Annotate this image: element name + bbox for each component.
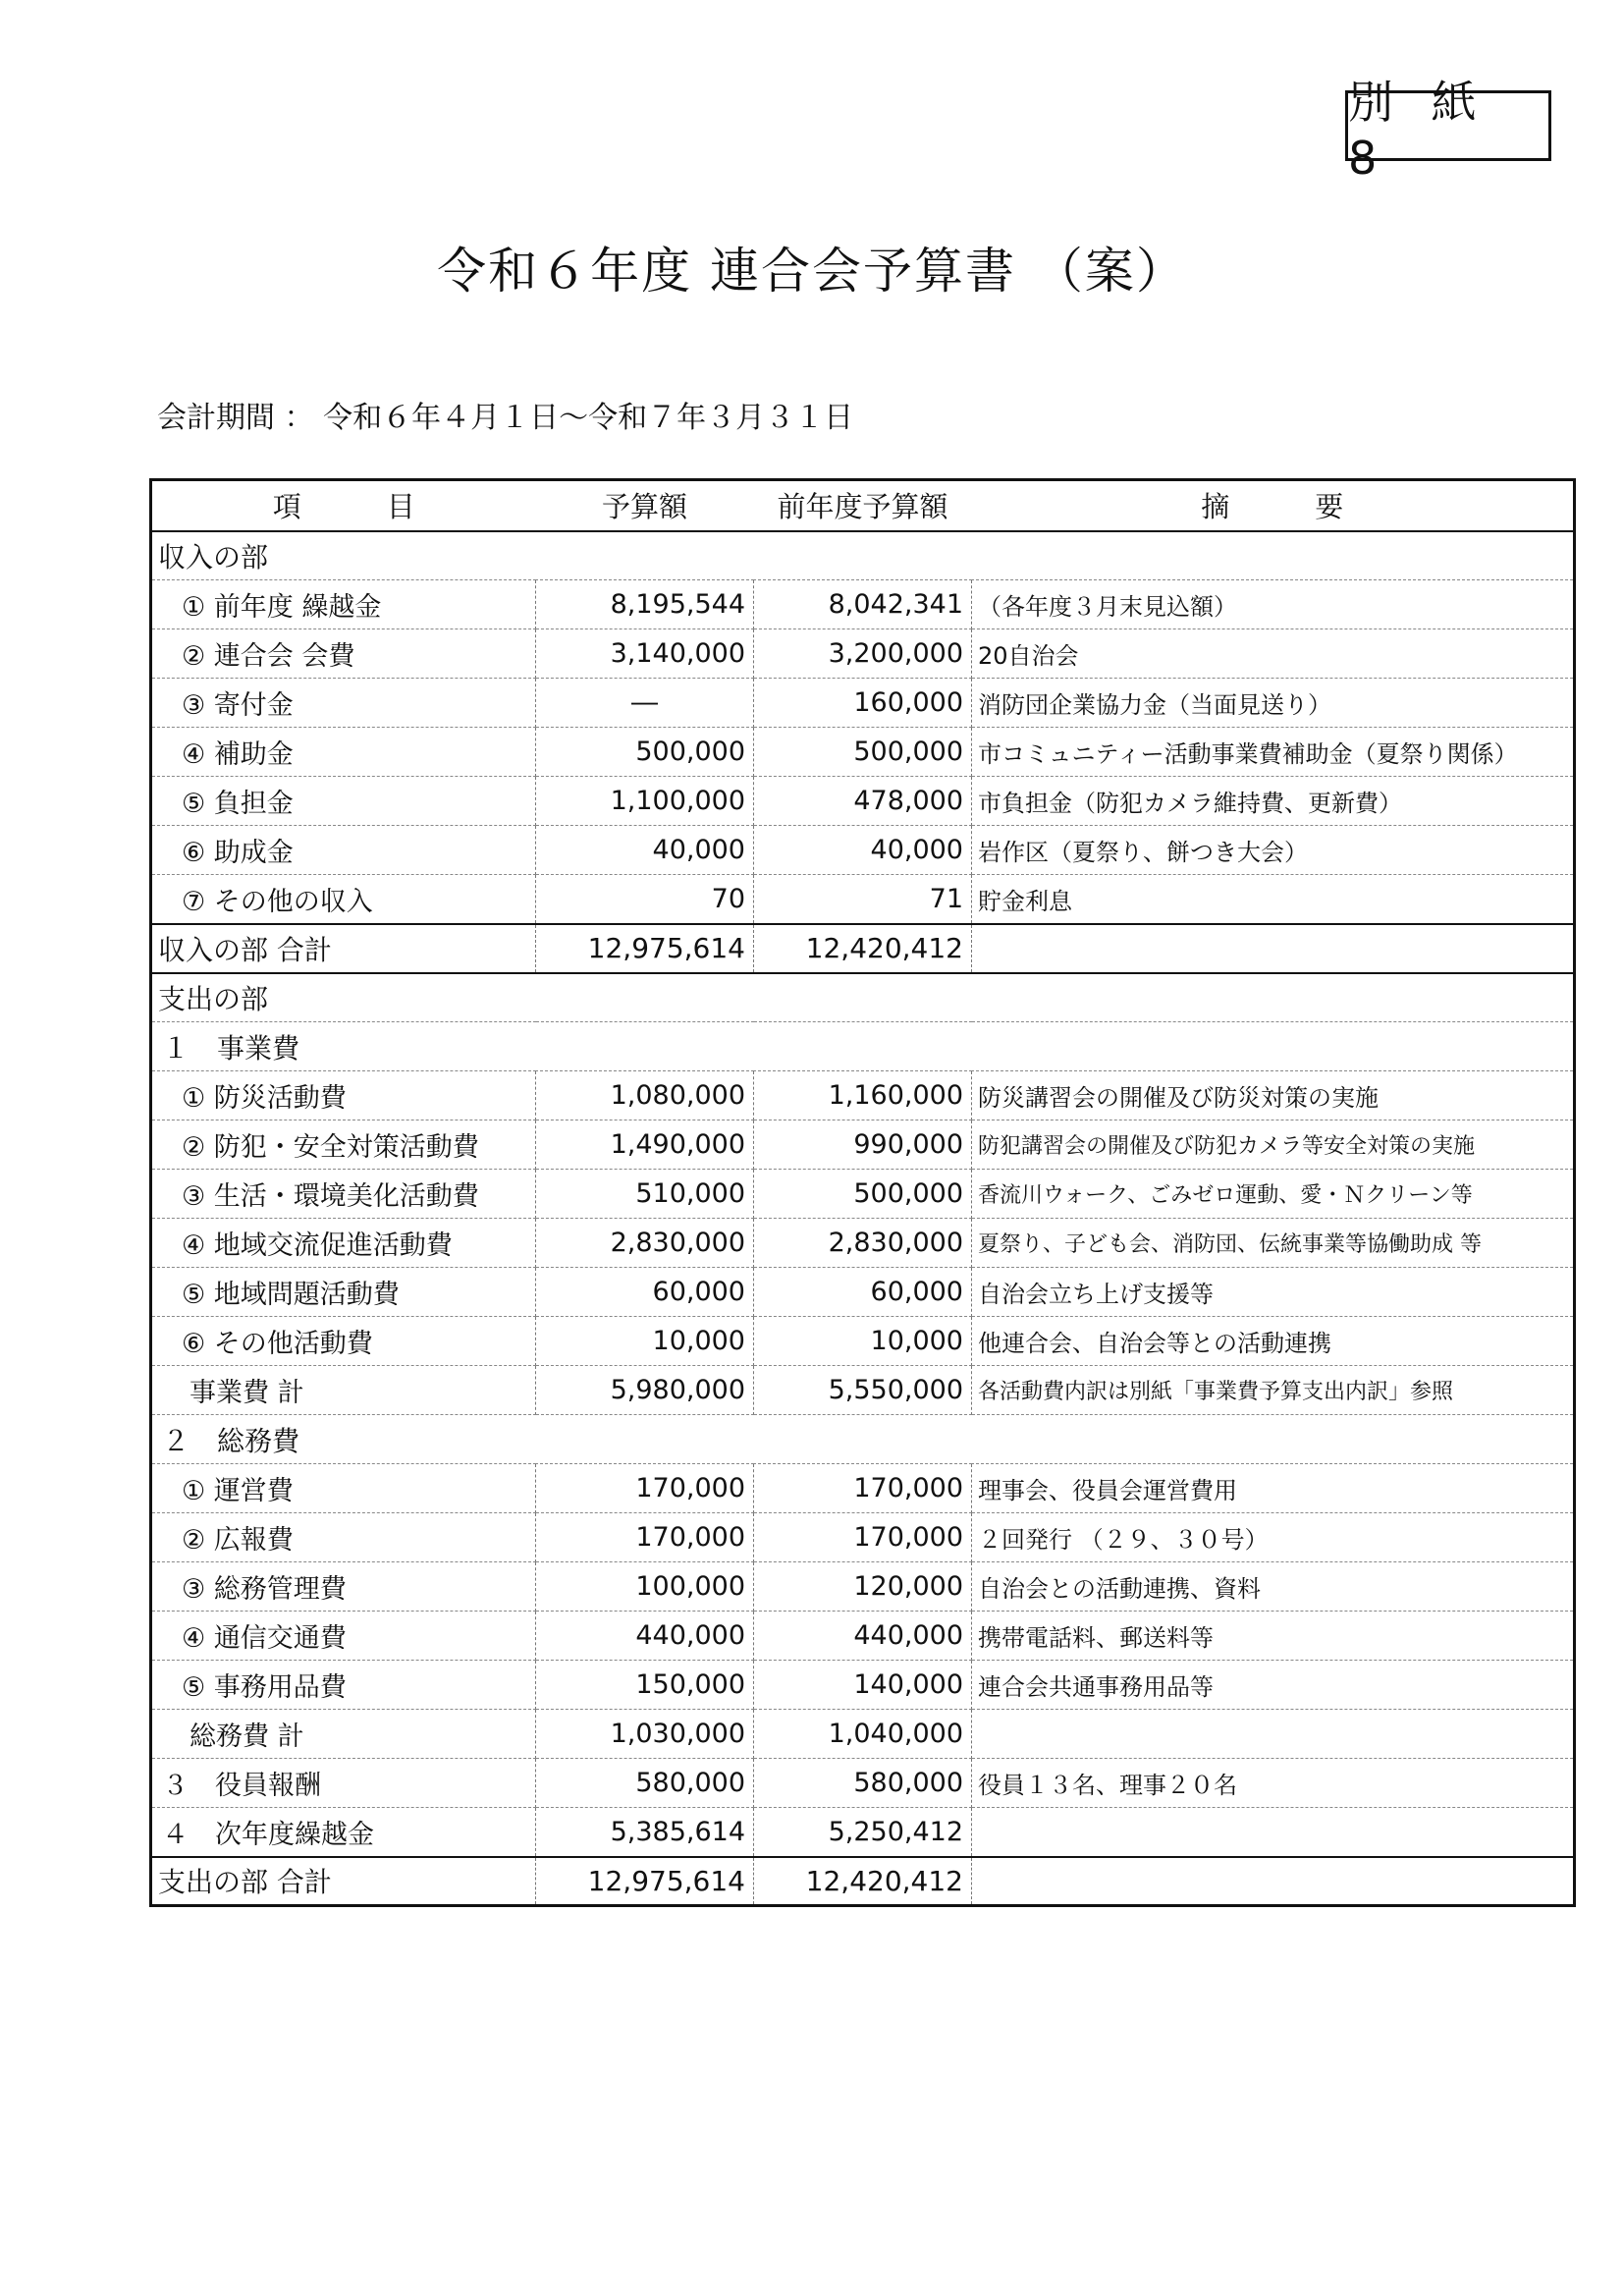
row-prev: 160,000 [754,679,972,728]
group-note [972,1808,1575,1857]
row-note: 防犯講習会の開催及び防犯カメラ等安全対策の実施 [972,1120,1575,1170]
table-row [151,1513,1575,1562]
section-label: 収入の部 [151,531,1575,580]
group-prev: 5,250,412 [754,1808,972,1857]
row-label: ⑥ 助成金 [151,826,536,875]
row-note: 自治会立ち上げ支援等 [972,1268,1575,1317]
subtotal-prev: 1,040,000 [754,1710,972,1759]
accounting-period: 会計期間 ： 令和６年４月１日～令和７年３月３１日 [157,401,854,435]
group-budget: 5,385,614 [536,1808,754,1857]
row-budget: 170,000 [536,1513,754,1562]
row-prev: 478,000 [754,777,972,826]
row-note: 市負担金（防犯カメラ維持費、更新費） [972,777,1575,826]
group-header-row [151,1022,1575,1071]
subtotal-budget: 5,980,000 [536,1366,754,1415]
row-note: 連合会共通事務用品等 [972,1661,1575,1710]
appendix-stamp: 別 紙 8 [1345,90,1551,161]
row-label: ③ 生活・環境美化活動費 [151,1170,536,1219]
table-row [151,1170,1575,1219]
expense-total-row [151,1857,1575,1906]
row-budget: 440,000 [536,1612,754,1661]
row-budget: 150,000 [536,1661,754,1710]
row-prev: 440,000 [754,1612,972,1661]
group-budget: 580,000 [536,1759,754,1808]
row-label: ③ 総務管理費 [151,1562,536,1612]
table-row [151,1562,1575,1612]
row-label: ④ 補助金 [151,728,536,777]
row-note: 理事会、役員会運営費用 [972,1464,1575,1513]
table-row [151,629,1575,679]
total-budget: 12,975,614 [536,924,754,973]
group-label: ３ 役員報酬 [151,1759,536,1808]
page-title: 令和６年度 連合会予算書 （案） [437,243,1187,300]
income-total-row [151,924,1575,973]
row-label: ⑥ その他活動費 [151,1317,536,1366]
row-prev: 1,160,000 [754,1071,972,1120]
group-row [151,1808,1575,1857]
row-note: 自治会との活動連携、資料 [972,1562,1575,1612]
row-label: ⑦ その他の収入 [151,875,536,924]
row-label: ① 運営費 [151,1464,536,1513]
column-header-note: 摘 要 [972,480,1575,531]
row-prev: 170,000 [754,1513,972,1562]
table-row [151,1120,1575,1170]
total-note [972,924,1575,973]
table-row [151,826,1575,875]
row-label: ④ 通信交通費 [151,1612,536,1661]
row-note: 貯金利息 [972,875,1575,924]
row-note: 市コミュニティー活動事業費補助金（夏祭り関係） [972,728,1575,777]
row-prev: 10,000 [754,1317,972,1366]
row-label: ② 連合会 会費 [151,629,536,679]
table-row [151,679,1575,728]
total-label: 支出の部 合計 [151,1857,536,1906]
row-budget: 3,140,000 [536,629,754,679]
row-prev: 500,000 [754,1170,972,1219]
row-budget: 60,000 [536,1268,754,1317]
row-prev: 120,000 [754,1562,972,1612]
row-note: 携帯電話料、郵送料等 [972,1612,1575,1661]
group-label: ４ 次年度繰越金 [151,1808,536,1857]
subtotal-row [151,1710,1575,1759]
row-note: ２回発行 （２９、３０号） [972,1513,1575,1562]
row-budget: 10,000 [536,1317,754,1366]
row-budget: 1,100,000 [536,777,754,826]
row-budget: 8,195,544 [536,580,754,629]
row-prev: 990,000 [754,1120,972,1170]
row-label: ② 防犯・安全対策活動費 [151,1120,536,1170]
row-label: ① 防災活動費 [151,1071,536,1120]
subtotal-label: 総務費 計 [151,1710,536,1759]
row-note: 他連合会、自治会等との活動連携 [972,1317,1575,1366]
row-prev: 71 [754,875,972,924]
row-budget: 2,830,000 [536,1219,754,1268]
table-row [151,1661,1575,1710]
group-label: １ 事業費 [151,1022,1575,1071]
table-row [151,1071,1575,1120]
row-budget: 100,000 [536,1562,754,1612]
table-row [151,1268,1575,1317]
row-prev: 3,200,000 [754,629,972,679]
row-prev: 40,000 [754,826,972,875]
row-prev: 170,000 [754,1464,972,1513]
total-label: 収入の部 合計 [151,924,536,973]
row-budget: 500,000 [536,728,754,777]
row-budget: 1,080,000 [536,1071,754,1120]
subtotal-note [972,1710,1575,1759]
group-header-row [151,1415,1575,1464]
row-budget: ― [536,679,754,728]
group-prev: 580,000 [754,1759,972,1808]
row-budget: 170,000 [536,1464,754,1513]
subtotal-label: 事業費 計 [151,1366,536,1415]
row-note: （各年度３月末見込額） [972,580,1575,629]
group-label: ２ 総務費 [151,1415,1575,1464]
column-header-budget: 予算額 [536,480,754,531]
table-row [151,580,1575,629]
row-budget: 1,490,000 [536,1120,754,1170]
row-prev: 2,830,000 [754,1219,972,1268]
table-row [151,1219,1575,1268]
group-note: 役員１３名、理事２０名 [972,1759,1575,1808]
row-note: 夏祭り、子ども会、消防団、伝統事業等協働助成 等 [972,1219,1575,1268]
table-row [151,728,1575,777]
column-header-prev: 前年度予算額 [754,480,972,531]
row-label: ④ 地域交流促進活動費 [151,1219,536,1268]
table-row [151,1612,1575,1661]
table-row [151,777,1575,826]
table-header-row [151,480,1575,531]
row-prev: 500,000 [754,728,972,777]
row-label: ① 前年度 繰越金 [151,580,536,629]
row-label: ⑤ 地域問題活動費 [151,1268,536,1317]
row-label: ⑤ 負担金 [151,777,536,826]
row-label: ⑤ 事務用品費 [151,1661,536,1710]
section-label: 支出の部 [151,973,1575,1022]
row-note: 消防団企業協力金（当面見送り） [972,679,1575,728]
table-row [151,1317,1575,1366]
total-budget: 12,975,614 [536,1857,754,1906]
column-header-item: 項 目 [151,480,536,531]
income-section-header [151,531,1575,580]
budget-table [149,478,1576,1907]
row-prev: 140,000 [754,1661,972,1710]
row-label: ② 広報費 [151,1513,536,1562]
row-budget: 510,000 [536,1170,754,1219]
table-row [151,1464,1575,1513]
total-prev: 12,420,412 [754,1857,972,1906]
expense-section-header [151,973,1575,1022]
subtotal-note: 各活動費内訳は別紙「事業費予算支出内訳」参照 [972,1366,1575,1415]
total-note [972,1857,1575,1906]
row-note: 香流川ウォーク、ごみゼロ運動、愛・Ｎクリーン等 [972,1170,1575,1219]
row-label: ③ 寄付金 [151,679,536,728]
row-note: 岩作区（夏祭り、餅つき大会） [972,826,1575,875]
subtotal-budget: 1,030,000 [536,1710,754,1759]
row-budget: 40,000 [536,826,754,875]
row-note: 20自治会 [972,629,1575,679]
row-budget: 70 [536,875,754,924]
row-prev: 60,000 [754,1268,972,1317]
row-note: 防災講習会の開催及び防災対策の実施 [972,1071,1575,1120]
total-prev: 12,420,412 [754,924,972,973]
subtotal-prev: 5,550,000 [754,1366,972,1415]
row-prev: 8,042,341 [754,580,972,629]
group-row [151,1759,1575,1808]
subtotal-row [151,1366,1575,1415]
table-row [151,875,1575,924]
